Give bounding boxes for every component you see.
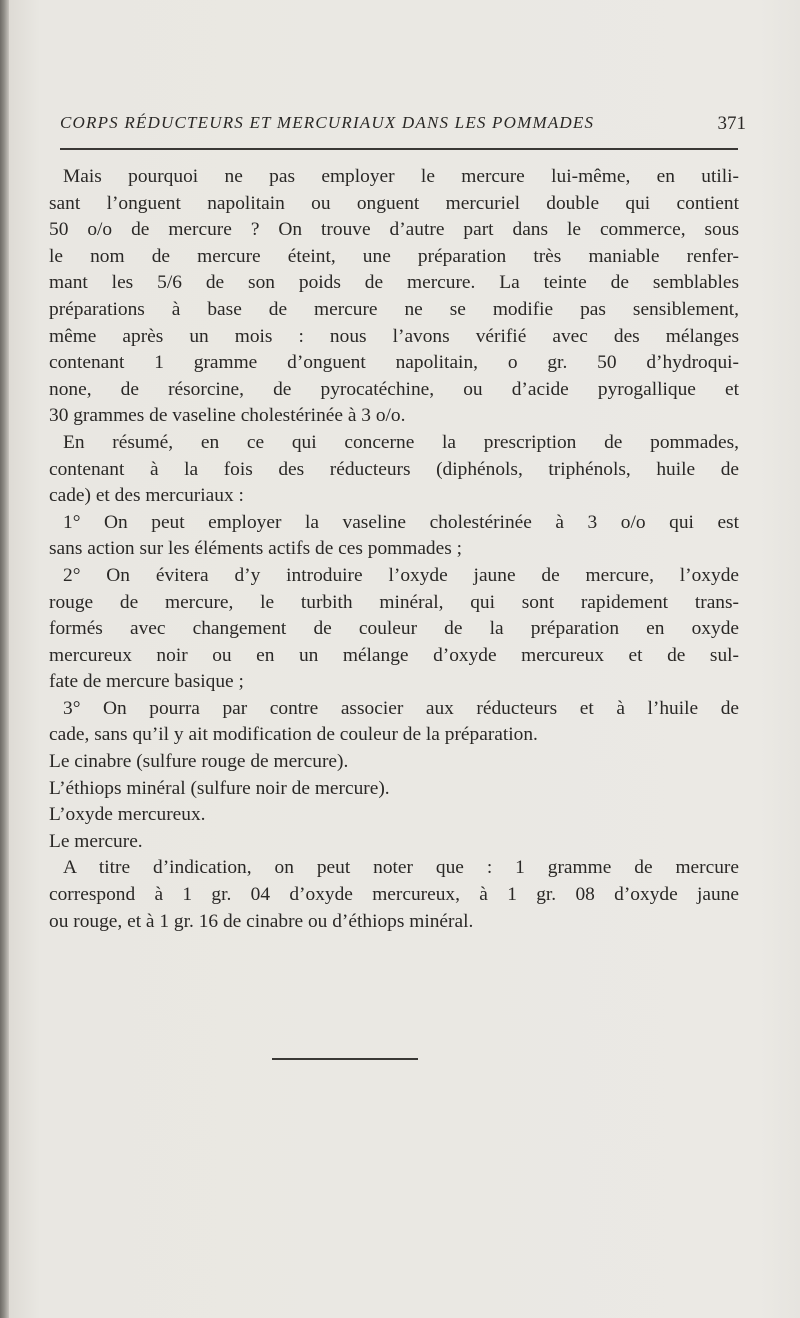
text-line: 2° On évitera d’y introduire l’oxyde jaune de mercure, l’oxyde — [63, 564, 739, 586]
text-line: Mais pourquoi ne pas employer le mercure lui-même, en utili- — [63, 166, 739, 187]
text-line: préparations à base de mercure ne se modifie pas sensiblement, — [49, 298, 739, 320]
text-line: none, de résorcine, de pyrocatéchine, ou d’acide pyrogallique et — [49, 378, 739, 400]
text-line: Le mercure. — [49, 830, 143, 852]
text-line: 1° On peut employer la vaseline cholestérinée à 3 o/o qui est — [63, 511, 739, 533]
page-number: 371 — [717, 113, 746, 134]
text-line: A titre d’indication, on peut noter que : 1 gramme de mercure — [63, 857, 739, 879]
text-line: L’éthiops minéral (sulfure noir de mercure). — [49, 777, 390, 799]
text-line: même après un mois : nous l’avons vérifié avec des mélanges — [49, 325, 739, 347]
text-line: sans action sur les éléments actifs de ces pommades ; — [49, 538, 463, 560]
text-line: 50 o/o de mercure ? On trouve d’autre part dans le commerce, sous — [49, 219, 739, 241]
text-line: fate de mercure basique ; — [49, 671, 244, 693]
book-gutter — [0, 0, 9, 1318]
text-line: cade, sans qu’il y ait modification de couleur de la préparation. — [49, 724, 538, 746]
text-line: contenant à la fois des réducteurs (diphénols, triphénols, huile de — [49, 458, 739, 480]
text-line: ou rouge, et à 1 gr. 16 de cinabre ou d’éthiops minéral. — [49, 910, 474, 932]
text-line: sant l’onguent napolitain ou onguent mercuriel double qui contient — [49, 192, 739, 214]
running-head: CORPS RÉDUCTEURS ET MERCURIAUX DANS LES POMMADES — [60, 113, 595, 132]
section-end-rule — [272, 1058, 418, 1060]
text-line: mercureux noir ou en un mélange d’oxyde mercureux et de sul- — [49, 644, 739, 666]
text-line: cade) et des mercuriaux : — [49, 485, 244, 507]
text-line: En résumé, en ce qui concerne la prescription de pommades, — [63, 431, 739, 453]
text-line: L’oxyde mercureux. — [49, 804, 206, 826]
text-line: 30 grammes de vaseline cholestérinée à 3 o/o. — [49, 405, 406, 427]
text-line: 3° On pourra par contre associer aux réducteurs et à l’huile de — [63, 697, 739, 719]
text-line: contenant 1 gramme d’onguent napolitain, o gr. 50 d’hydroqui- — [49, 352, 739, 374]
text-line: formés avec changement de couleur de la préparation en oxyde — [49, 618, 739, 640]
header-rule — [60, 148, 738, 150]
text-line: correspond à 1 gr. 04 d’oxyde mercureux, à 1 gr. 08 d’oxyde jaune — [49, 884, 739, 906]
text-line: mant les 5/6 de son poids de mercure. La teinte de semblables — [49, 272, 739, 294]
text-line: Le cinabre (sulfure rouge de mercure). — [49, 751, 349, 773]
text-line: le nom de mercure éteint, une préparation très maniable renfer- — [49, 245, 739, 267]
page-header — [60, 113, 750, 139]
body-text — [49, 164, 739, 935]
text-line: rouge de mercure, le turbith minéral, qui sont rapidement trans- — [49, 591, 739, 613]
